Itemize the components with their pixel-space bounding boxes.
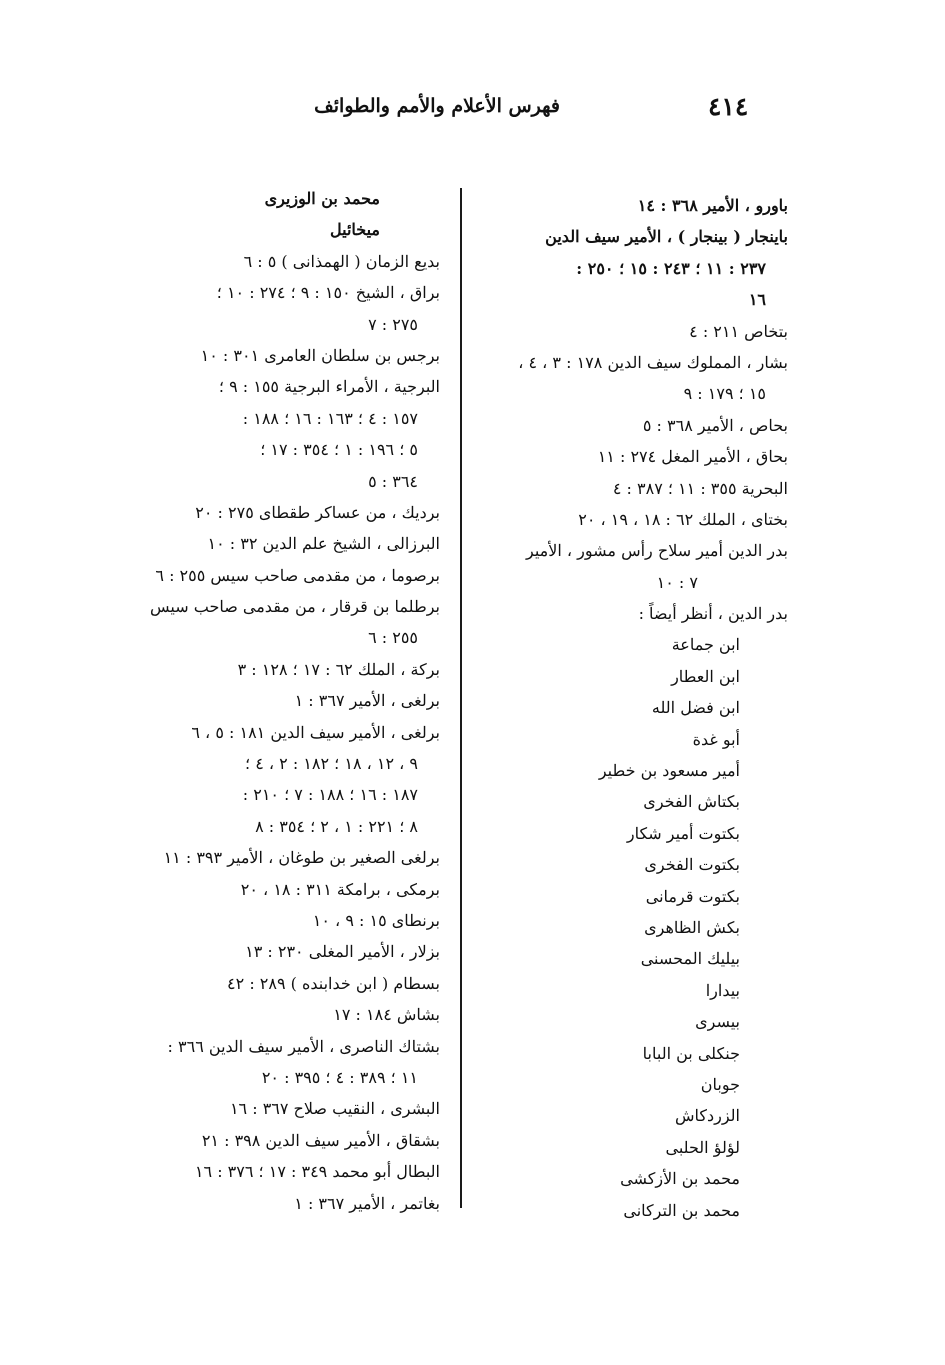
index-entry: ٩ ، ١٢ ، ١٨ ؛ ١٨٢ : ٢ ، ٤ ؛: [245, 754, 418, 774]
index-entry: بحاص ، الأمير ٣٦٨ : ٥: [642, 415, 788, 435]
index-entry: ١٥٧ : ٤ ؛ ١٦٣ : ١٦ ؛ ١٨٨ :: [242, 408, 418, 428]
index-entry: بشقاق ، الأمير سيف الدين ٣٩٨ : ٢١: [201, 1130, 440, 1150]
index-entry: ٨ ؛ ٢٢١ : ١ ، ٢ ؛ ٣٥٤ : ٨: [255, 816, 418, 836]
index-entry: بحاق ، الأمير المغل ٢٧٤ : ١١: [597, 447, 788, 467]
index-entry: ابن جماعة: [671, 635, 740, 655]
index-entry: بكتوت أمير شكار: [626, 823, 740, 843]
index-entry: ٧ : ١٠: [656, 572, 698, 592]
index-entry: بكتوت الفخرى: [644, 855, 740, 875]
index-entry: بدر الدين ، أنظر أيضاً :: [638, 604, 788, 624]
index-entry: برلغى ، الأمير ٣٦٧ : ١: [294, 691, 440, 711]
page-title: فهرس الأعلام والأمم والطوائف: [314, 95, 560, 117]
index-entry: جوبان: [700, 1074, 740, 1094]
index-entry: برلغى الصغير بن طوغان ، الأمير ٣٩٣ : ١١: [163, 848, 440, 868]
index-entry: ابن فضل الله: [651, 698, 740, 718]
column-divider: [460, 188, 462, 1208]
index-entry: ٢٥٥ : ٦: [368, 628, 418, 648]
index-entry: بزلار ، الأمير المغلى ٢٣٠ : ١٣: [245, 942, 440, 962]
index-entry: بشار ، المملوك سيف الدين ١٧٨ : ٣ ، ٤ ،: [518, 352, 788, 372]
index-entry: أبو غدة: [692, 729, 740, 749]
index-entry: بيدارا: [705, 980, 740, 1000]
index-entry: برجس بن سلطان العامرى ٣٠١ : ١٠: [200, 345, 440, 365]
index-entry: برمكى ، برامكة ٣١١ : ١٨ ، ٢٠: [240, 879, 440, 899]
index-entry: بكش الظاهرى: [644, 917, 740, 937]
index-entry: الزردكاش: [674, 1106, 740, 1126]
index-entry: برنطاى ١٥ : ٩ ، ١٠: [312, 910, 440, 930]
index-column-right: [490, 190, 788, 1226]
index-entry: البطال أبو محمد ٣٤٩ : ١٧ ؛ ٣٧٦ : ١٦: [194, 1162, 440, 1182]
index-entry: ١٨٧ : ١٦ ؛ ١٨٨ : ٧ ؛ ٢١٠ :: [242, 785, 418, 805]
index-entry: بركة ، الملك ٦٢ : ١٧ ؛ ١٢٨ : ٣: [237, 659, 440, 679]
index-entry: برصوما ، من مقدمى صاحب سيس ٢٥٥ : ٦: [155, 565, 440, 585]
index-entry: برلغى ، الأمير سيف الدين ١٨١ : ٥ ، ٦: [191, 722, 440, 742]
index-entry: باينجار ( بينجار ) ، الأمير سيف الدين: [545, 227, 788, 247]
index-entry: البرزالى ، الشيخ علم الدين ٣٢ : ١٠: [207, 534, 440, 554]
index-entry: بختاى ، الملك ٦٢ : ١٨ ، ١٩ ، ٢٠: [578, 509, 788, 529]
index-entry: بشاش ١٨٤ : ١٧: [333, 1005, 440, 1025]
index-entry: براق ، الشيخ ١٥٠ : ٩ ؛ ٢٧٤ : ١٠ ؛: [216, 283, 440, 303]
index-entry: باورو ، الأمير ٣٦٨ : ١٤: [637, 196, 788, 215]
index-entry: أمير مسعود بن خطير: [598, 761, 740, 781]
index-entry: البرجية ، الأمراء البرجية ١٥٥ : ٩ ؛: [218, 377, 440, 397]
index-entry: بدر الدين أمير سلاح رأس مشور ، الأمير: [526, 541, 788, 561]
index-entry: بيسرى: [695, 1012, 740, 1032]
index-entry: ٢٣٧ : ١١ ؛ ٢٤٣ : ١٥ ؛ ٢٥٠ :: [576, 258, 766, 278]
index-entry: بشتاك الناصرى ، الأمير سيف الدين ٣٦٦ :: [167, 1036, 440, 1056]
index-entry: بتخاص ٢١١ : ٤: [689, 321, 788, 341]
index-entry: ٢٧٥ : ٧: [368, 314, 418, 334]
index-entry: ١٥ ؛ ١٧٩ : ٩: [683, 384, 766, 404]
index-entry: ميخائيل: [330, 220, 380, 240]
index-entry: ١٦: [748, 290, 766, 310]
index-entry: جنكلى بن البابا: [642, 1043, 740, 1063]
index-entry: بكتوت قرمانى: [645, 886, 740, 906]
index-entry: ٣٦٤ : ٥: [368, 471, 418, 491]
index-entry: البحرية ٣٥٥ : ١١ ؛ ٣٨٧ : ٤: [612, 478, 788, 498]
index-entry: ١١ ؛ ٣٨٩ : ٤ ؛ ٣٩٥ : ٢٠: [261, 1067, 418, 1087]
index-entry: بيليك المحسنى: [640, 949, 740, 969]
index-entry: البشرى ، النقيب صلاح ٣٦٧ : ١٦: [229, 1099, 440, 1119]
index-entry: بسطام ( ابن خدابنده ) ٢٨٩ : ٤٢: [227, 973, 440, 993]
index-entry: لؤلؤ الحلبى: [665, 1137, 740, 1157]
index-entry: بكتاش الفخرى: [643, 792, 740, 812]
index-column-left: [120, 183, 440, 1219]
index-entry: ٥ ؛ ١٩٦ : ١ ؛ ٣٥٤ : ١٧ ؛: [260, 440, 418, 460]
index-entry: برديك ، من عساكر طقطاى ٢٧٥ : ٢٠: [195, 502, 440, 522]
index-entry: بديع الزمان ( الهمذانى ) ٥ : ٦: [243, 251, 440, 271]
index-entry: محمد بن الأزكشى: [620, 1169, 740, 1189]
index-entry: محمد بن الوزيرى: [264, 189, 380, 208]
index-entry: محمد بن التركانى: [623, 1200, 740, 1220]
index-entry: برطلما بن قرقار ، من مقدمى صاحب سيس: [150, 597, 440, 617]
index-entry: ابن العطار: [671, 666, 740, 686]
page-number: ٤١٤: [708, 92, 749, 121]
index-entry: بغاتمر ، الأمير ٣٦٧ : ١: [294, 1193, 440, 1213]
